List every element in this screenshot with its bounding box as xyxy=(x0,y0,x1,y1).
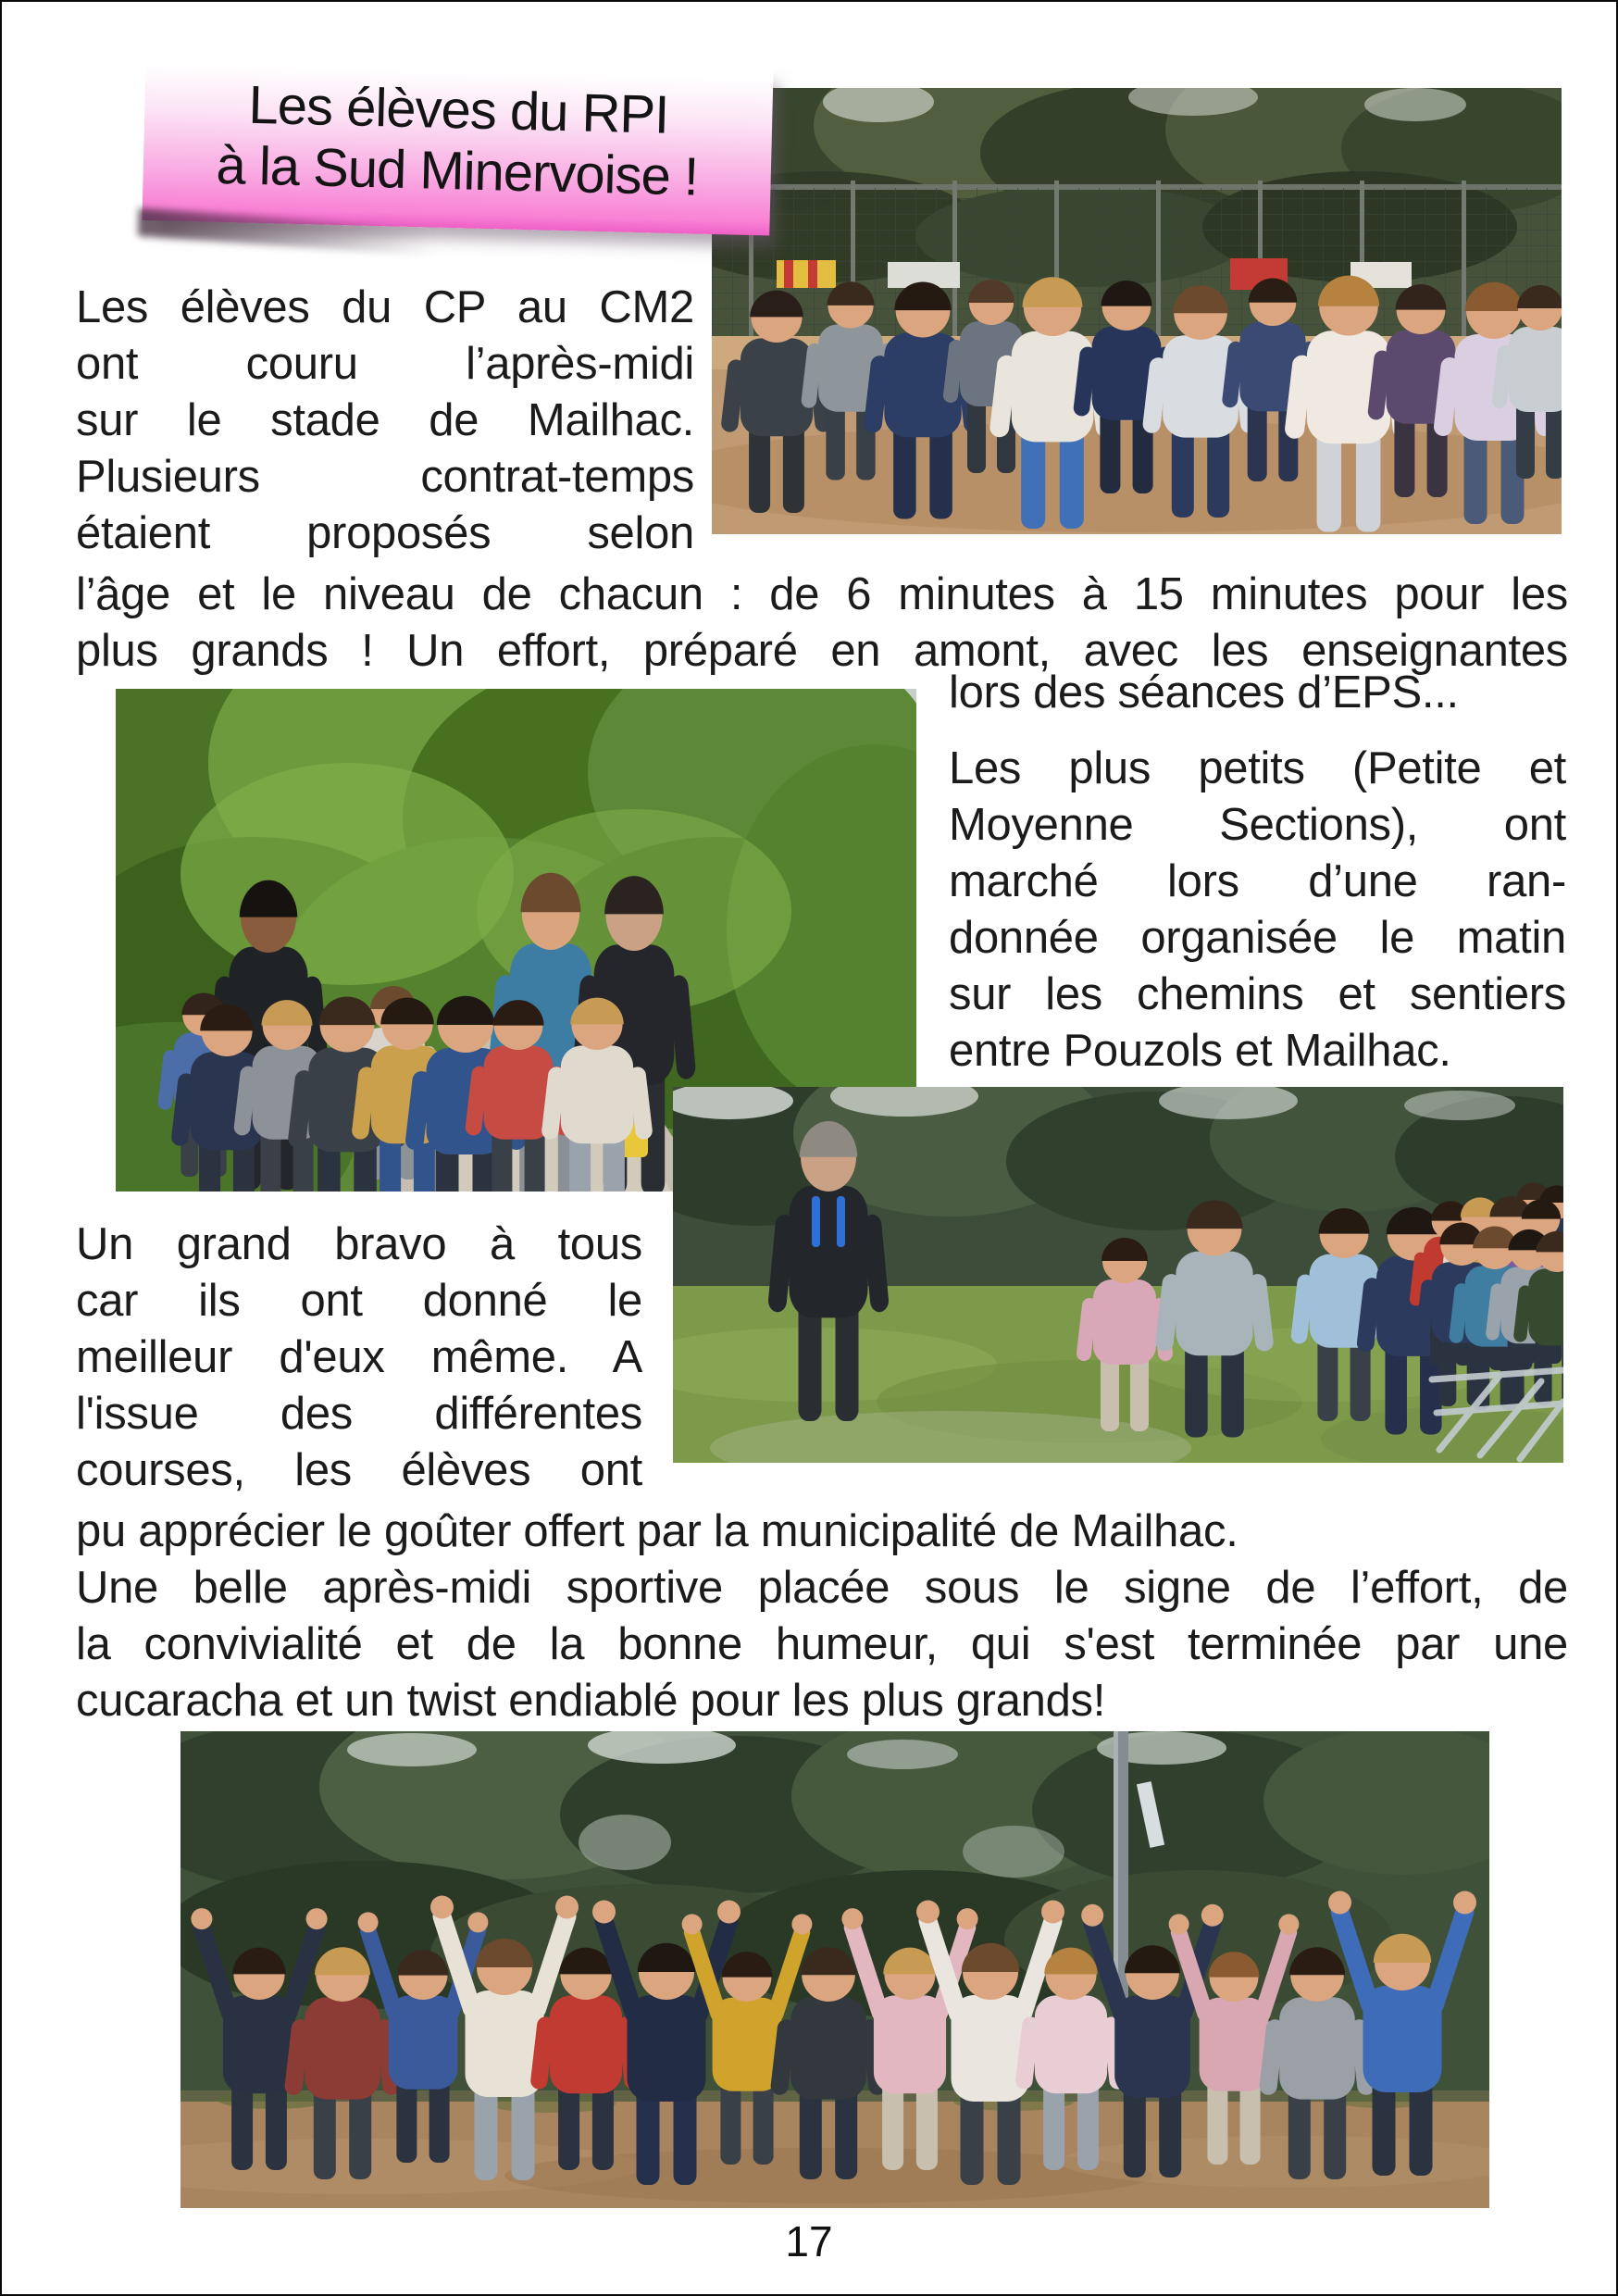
text-line: étaient proposés selon xyxy=(76,508,694,558)
text-line: la convivialité et de la bonne humeur, qui s'est terminée par une xyxy=(76,1619,1568,1669)
text-line: marché lors d’une ran- xyxy=(949,856,1566,906)
photo-course-herbe xyxy=(673,1087,1563,1463)
page-number: 17 xyxy=(785,2217,833,2265)
text-line: Les élèves du CP au CM2 xyxy=(76,282,694,332)
banner-line-2: à la Sud Minervoise ! xyxy=(215,134,699,207)
text-block-6 xyxy=(76,1504,1568,1729)
text-line: Moyenne Sections), ont xyxy=(949,800,1566,850)
text-line: sur le stade de Mailhac. xyxy=(76,395,694,445)
title-banner xyxy=(142,46,773,236)
text-line: lors des séances d’EPS... xyxy=(949,668,1459,718)
text-line: donnée organisée le matin xyxy=(949,913,1566,963)
text-block-2 xyxy=(76,567,1568,680)
text-line: entre Pouzols et Mailhac. xyxy=(949,1026,1451,1076)
text-block-1 xyxy=(76,280,694,562)
text-line: ont couru l’après-midi xyxy=(76,339,694,389)
text-line: pu apprécier le goûter offert par la municipalité de Mailhac. xyxy=(76,1506,1238,1556)
text-line: courses, les élèves ont xyxy=(76,1445,642,1495)
text-block-3 xyxy=(949,665,1566,721)
text-line: cucaracha et un twist endiablé pour les plus grands! xyxy=(76,1676,1106,1726)
text-line: l’âge et le niveau de chacun : de 6 minutes à 15 minutes pour les xyxy=(76,569,1568,619)
text-line: car ils ont donné le xyxy=(76,1276,642,1326)
text-line: Un grand bravo à tous xyxy=(76,1219,642,1269)
text-line: sur les chemins et sentiers xyxy=(949,969,1566,1019)
text-block-5 xyxy=(76,1217,642,1499)
text-line: Les plus petits (Petite et xyxy=(949,743,1566,793)
text-line: l'issue des différentes xyxy=(76,1389,642,1439)
text-block-4 xyxy=(949,741,1566,1079)
text-line: Une belle après-midi sportive placée sous le signe de l’effort, de xyxy=(76,1563,1568,1613)
text-line: Plusieurs contrat-temps xyxy=(76,452,694,502)
banner-line-1: Les élèves du RPI xyxy=(247,74,670,145)
text-line: meilleur d'eux même. A xyxy=(76,1332,642,1382)
photo-groupe-bras-leves xyxy=(180,1731,1489,2208)
text-line: plus grands ! Un effort, préparé en amont, avec les enseignantes xyxy=(76,626,1568,676)
photo-stade-mailhac xyxy=(712,88,1562,534)
